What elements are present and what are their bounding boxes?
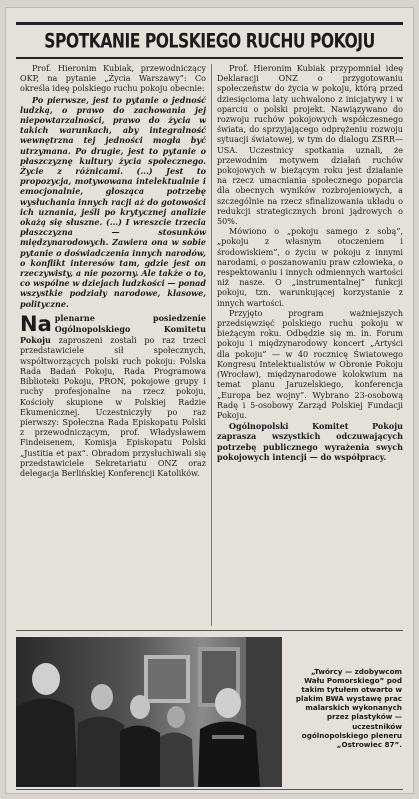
intro-paragraph: Prof. Hieronim Kubiak, przewodniczący OKP, na pytanie „Życia Warszawy”: Co określa ideę polskiego ruchu pokoju obecnie:: [20, 64, 206, 94]
right-column: [217, 64, 403, 462]
plenary-body: zaproszeni zostali po raz trzeci przedstawiciele sił społecznych, współtworzących polski ruch pokoju: Polska Rada Badań Pokoju, Rada Programowa Biblioteki Pokoju, PRON, pokojowe grupy i ruchy profesjonalne na rzecz pokoju, Kościoły skupione w Polskiej Radzie Ekumenicznej. Uczestniczyły po raz pierwszy: Społeczna Rada Episkopatu Polski z przewodniczącym, prof. Władysławem Findeisenem, Komisja Episkopatu Polski „Justitia et pax”. Obradom przysłuchiwali się przedstawiciele Sekretariatu ONZ oraz delegacja Berlińskiej Konferencji Katolików.: [20, 336, 206, 478]
lead-bold: plenarne posiedzenie Ogólnopolskiego Komitetu Pokoju: [20, 312, 206, 346]
column-divider: [211, 64, 212, 626]
drop-cap: Na: [20, 311, 52, 336]
plenary-paragraph: [20, 313, 206, 479]
photo-caption: „Twórcy — zdobywcom Wału Pomorskiego” pod takim tytułem otwarto w plakim BWA wystawę prac malarskich wykonanych przez plastyków — uczestników ogólnopolskiego pleneru „Ostrowiec 87”.: [295, 667, 402, 749]
bottom-rule: [16, 789, 403, 790]
right-paragraph-4: Ogólnopolski Komitet Pokoju zaprasza wszystkich odczuwających potrzebę publicznego wyrażenia swych pokojowych intencji — do współpracy.: [217, 421, 403, 462]
headline-rule: [16, 57, 403, 59]
left-column: [20, 64, 206, 479]
right-paragraph-3: Przyjęto program ważniejszych przedsięwzięć polskiego ruchu pokoju w bieżącym roku. Odbędzie się m. in. Forum pokoju i międzynarodowy koncert „Artyści dla pokoju” — w 40 rocznicę Światowego Kongresu Intelektualistów w Obronie Pokoju (Wrocław), międzynarodowe kolokwium na temat planu Jaruzelskiego, konferencja „Europa bez wojny”. Wybrano 23-osobową Radę i 5-osobowy Zarząd Polskiej Fundacji Pokoju.: [217, 308, 403, 420]
top-rule: [16, 22, 403, 25]
right-paragraph-1: Prof. Hieronim Kubiak przypomniał ideę Deklaracji ONZ o przygotowaniu społeczeństw do życia w pokoju, którą przed dziesięcioma laty uchwalono z inicjatywy i w oparciu o polski projekt. Nawiązywano do rozwoju ruchów pokojowych współczesnego świata, do sprzyjającego odprężeniu rozwoju sytuacji światowej, w tym do dialogu ZSRR—USA. Uczestnicy spotkania uznali, że przewodnim motywem działań ruchów pokojowych w bieżącym roku jest działanie na rzecz umacniania społecznego poparcia dla obecnych wyników rozbrojeniowych, a szczególnie na rzecz sfinalizowania układu o redukcji strategicznych broni jądrowych o 50%.: [217, 64, 403, 227]
photo-top-rule: [16, 630, 403, 631]
right-paragraph-2: Mówiono o „pokoju samego z sobą”, „pokoju z własnym otoczeniem i środowiskiem”, o życiu w pokoju z innymi narodami, o poszanowaniu praw człowieka, o respektowaniu i innych odmiennych wartości niż nasze. O „instrumentalnej” funkcji pokoju, tzn. warunkującej korzystanie z innych wartości.: [217, 227, 403, 308]
photo-image: [16, 637, 282, 787]
headline: SPOTKANIE POLSKIEGO RUCHU POKOJU: [44, 30, 375, 53]
newspaper-clipping: [6, 8, 413, 793]
exhibition-photo: [16, 637, 282, 787]
quote-paragraph: Po pierwsze, jest to pytanie o jedność ludzką, o prawo do zachowania jej niepowtarzalności, prawo do życia w takich warunkach, aby integralność wewnętrzna tej jedności mogła być utrzymana. Po drugie, jest to pytanie o płaszczyznę kultury życia społecznego. Życie z różnicami. (...) Jest to propozycja, motywowana intelektualnie i emocjonalnie, głosząca potrzebę wysłuchania innych racji aż do gotowości ich uznania, jeśli po krytycznej analizie okażą się słuszne. (...) I wreszcie trzecia płaszczyzna — stosunków międzynarodowych. Zawiera ona w sobie pytanie o doświadczenia innych narodów, o konflikt interesów tam, gdzie jest on rzeczywisty, a nie pozorny. Ale także o to, co wspólne w dziejach ludzkości — ponad wszystkie podziały narodowe, klasowe, polityczne.: [20, 94, 206, 309]
